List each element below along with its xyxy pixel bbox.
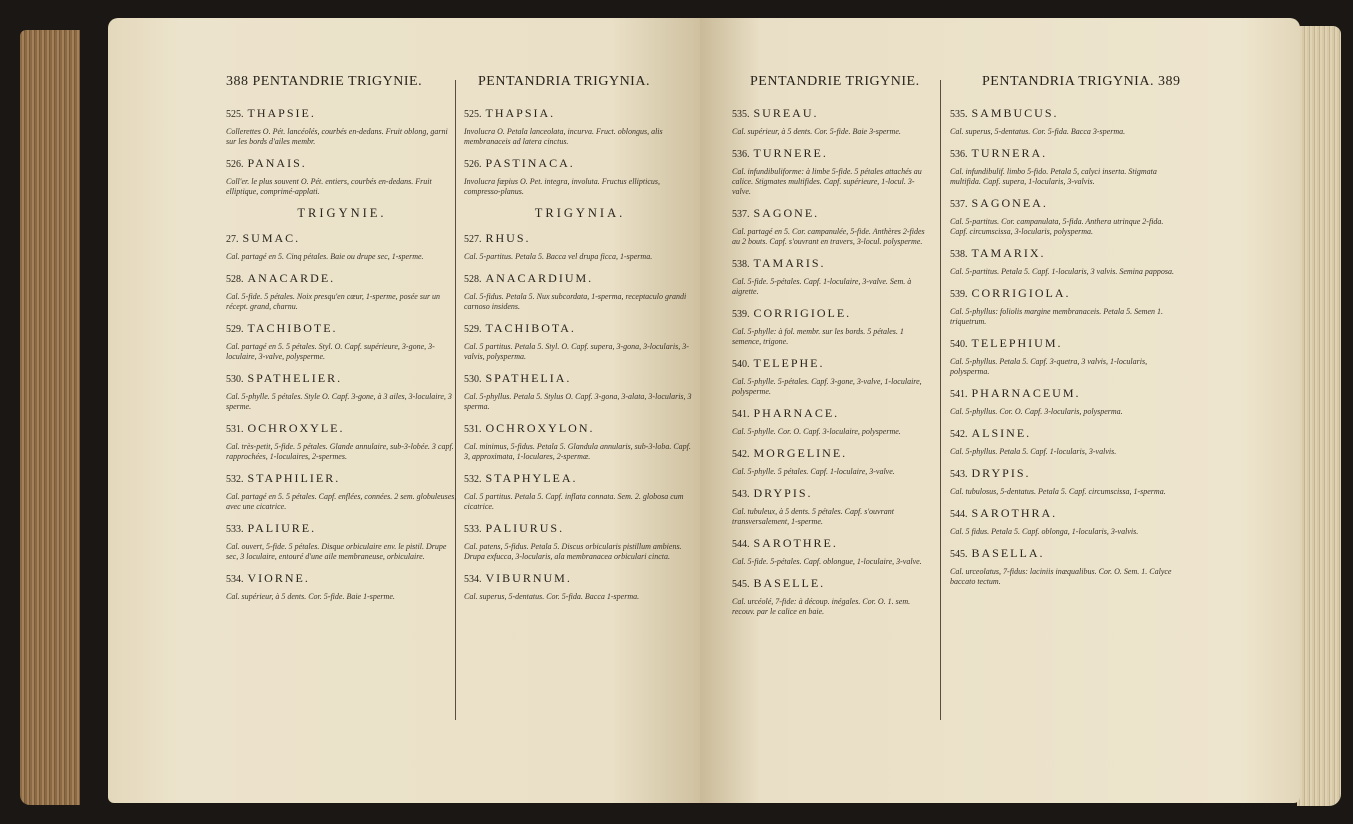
genus-description: Cal. partagé en 5. Cor. campanulée, 5-fide. Anthères 2-fides au 2 bouts. Capf. s'ouvrant en travers, 3-locul. polysperme. — [732, 227, 925, 246]
genus-description: Cal. partagé en 5. Cinq pétales. Baie ou drupe sec, 1-sperme. — [226, 252, 424, 261]
genus-title — [464, 321, 696, 336]
genus-number: 529. — [226, 324, 244, 335]
genus-entry — [732, 306, 932, 347]
genus-entry — [732, 486, 932, 527]
genus-title — [732, 356, 932, 371]
genus-name: PALIURE. — [247, 521, 317, 535]
left-page — [108, 18, 700, 803]
genus-number: 525. — [464, 109, 482, 120]
genus-name: DRYPIS. — [971, 466, 1031, 480]
genus-description: Cal. infundibulif. limbo 5-fido. Petala 5, calyci inserta. Stigmata multifida. Capf. supera, 1-locularis, 3-valvis. — [950, 167, 1157, 186]
genus-description: Cal. 5-phyllus. Petala 5. Stylus O. Capf. 3-gona, 3-alata, 3-locularis, 3 sperma. — [464, 392, 692, 411]
genus-name: VIBURNUM. — [485, 571, 572, 585]
genus-name: PHARNACE. — [753, 406, 840, 420]
genus-entry — [464, 571, 696, 602]
genus-entry — [226, 321, 458, 362]
genus-title — [950, 106, 1182, 121]
genus-name: ALSINE. — [971, 426, 1032, 440]
genus-name: THAPSIE. — [247, 106, 316, 120]
genus-entry — [950, 386, 1182, 417]
genus-title — [732, 106, 932, 121]
genus-number: 535. — [950, 109, 968, 120]
genus-title — [226, 471, 458, 486]
genus-description: Cal. infundibuliforme: à limbe 5-fide. 5 pétales attachés au calice. Stigmates multifides. Capf. supérieure, 1-locul. 3-valve. — [732, 167, 922, 196]
genus-number: 542. — [950, 429, 968, 440]
genus-description: Involucra fæpius O. Pet. integra, involuta. Fructus ellipticus, compresso-planus. — [464, 177, 660, 196]
genus-name: VIORNE. — [247, 571, 310, 585]
genus-entry — [732, 406, 932, 437]
genus-name: SUMAC. — [242, 231, 301, 245]
genus-title — [464, 231, 696, 246]
genus-number: 538. — [732, 259, 750, 270]
french-column — [226, 106, 458, 611]
right-page-header — [982, 74, 1180, 90]
genus-name: TURNERE. — [753, 146, 828, 160]
genus-number: 531. — [226, 424, 244, 435]
left-page-header — [226, 74, 422, 90]
genus-name: TELEPHE. — [753, 356, 825, 370]
genus-entry — [950, 196, 1182, 237]
genus-entry — [950, 246, 1182, 277]
genus-entry — [950, 506, 1182, 537]
genus-number: 534. — [464, 574, 482, 585]
genus-number: 540. — [732, 359, 750, 370]
genus-title — [732, 536, 932, 551]
right-page-edges — [1297, 26, 1341, 806]
genus-number: 545. — [950, 549, 968, 560]
genus-number: 528. — [464, 274, 482, 285]
genus-description: Cal. 5-phyllus. Cor. O. Capf. 3-locularis, polysperma. — [950, 407, 1123, 416]
genus-name: SAMBUCUS. — [971, 106, 1059, 120]
genus-entry — [226, 421, 458, 462]
genus-description: Cal. 5-phylle: à fol. membr. sur les bords. 5 pétales. 1 semence, trigone. — [732, 327, 904, 346]
genus-number: 530. — [226, 374, 244, 385]
genus-entry — [226, 521, 458, 562]
genus-name: SAGONEA. — [971, 196, 1048, 210]
genus-name: ANACARDIUM. — [485, 271, 594, 285]
genus-description: Cal. 5 fidus. Petala 5. Capf. oblonga, 1-locularis, 3-valvis. — [950, 527, 1139, 536]
genus-entry — [226, 471, 458, 512]
genus-description: Cal. 5 partitus. Petala 5. Capf. inflata connata. Sem. 2. globosa cum cicatrice. — [464, 492, 684, 511]
genus-description: Cal. 5-phylle. Cor. O. Capf. 3-loculaire, polysperme. — [732, 427, 901, 436]
genus-number: 536. — [732, 149, 750, 160]
genus-number: 537. — [732, 209, 750, 220]
genus-description: Cal. 5-fide. 5 pétales. Noix presqu'en cœur, 1-sperme, posée sur un récept. grand, charnu. — [226, 292, 441, 311]
genus-description: Cal. minimus, 5-fidus. Petala 5. Glandula annularis, sub-3-loba. Capf. 3, approximata, 1-loculares, 2-spermæ. — [464, 442, 691, 461]
genus-number: 534. — [226, 574, 244, 585]
genus-description: Cal. superus, 5-dentatus. Cor. 5-fida. Bacca 1-sperma. — [464, 592, 640, 601]
genus-number: 537. — [950, 199, 968, 210]
genus-title — [732, 446, 932, 461]
genus-entry — [732, 576, 932, 617]
genus-description: Collerettes O. Pét. lancéolés, courbés en-dedans. Fruit oblong, garni sur les bords d'ailes membr. — [226, 127, 448, 146]
genus-description: Cal. 5-phylle. 5 pétales. Capf. 1-loculaire, 3-valve. — [732, 467, 895, 476]
genus-number: 541. — [950, 389, 968, 400]
genus-name: PASTINACA. — [485, 156, 575, 170]
genus-title — [464, 421, 696, 436]
genus-number: 539. — [950, 289, 968, 300]
genus-description: Cal. urceolatus, 7-fidus: laciniis inæqualibus. Cor. O. Sem. 1. Calyce baccato tectum. — [950, 567, 1172, 586]
genus-description: Cal. 5-phyllus. Petala 5. Capf. 3-quetra, 3 valvis, 1-locularis, polysperma. — [950, 357, 1148, 376]
genus-description: Cal. 5-fide. 5-pétales. Capf. oblongue, 1-loculaire, 3-valve. — [732, 557, 922, 566]
genus-title — [464, 471, 696, 486]
genus-name: SPATHELIER. — [247, 371, 343, 385]
genus-name: STAPHYLEA. — [485, 471, 578, 485]
genus-description: Cal. partagé en 5. 5 pétales. Capf. enflées, connées. 2 sem. globuleuses, avec une cicatrice. — [226, 492, 457, 511]
page-header-latin: PENTANDRIA TRIGYNIA. — [478, 74, 650, 89]
genus-title — [464, 571, 696, 586]
genus-title — [950, 386, 1182, 401]
genus-description: Cal. ouvert, 5-fide. 5 pétales. Disque orbiculaire env. le pistil. Drupe sec, 3 loculaire, entouré d'une aile membraneuse, orbiculaire. — [226, 542, 447, 561]
genus-name: SPATHELIA. — [485, 371, 572, 385]
genus-entry — [464, 231, 696, 262]
genus-number: 540. — [950, 339, 968, 350]
section-heading: TRIGYNIE. — [297, 206, 387, 220]
page-header-latin: PENTANDRIA TRIGYNIA. — [982, 74, 1154, 89]
genus-number: 526. — [226, 159, 244, 170]
section-heading: TRIGYNIA. — [534, 206, 626, 220]
genus-title — [950, 426, 1182, 441]
genus-title — [732, 306, 932, 321]
genus-entry — [464, 371, 696, 412]
genus-entry — [950, 426, 1182, 457]
genus-entry — [226, 571, 458, 602]
genus-description: Cal. 5 partitus. Petala 5. Styl. O. Capf. supera, 3-gona, 3-locularis, 3-valvis, polysperma. — [464, 342, 689, 361]
page-header-french: PENTANDRIE TRIGYNIE. — [750, 74, 920, 89]
genus-number: 533. — [226, 524, 244, 535]
genus-number: 526. — [464, 159, 482, 170]
genus-entry — [464, 421, 696, 462]
genus-number: 542. — [732, 449, 750, 460]
genus-name: TACHIBOTA. — [485, 321, 576, 335]
genus-title — [950, 246, 1182, 261]
genus-number: 535. — [732, 109, 750, 120]
genus-description: Involucra O. Petala lanceolata, incurva. Fruct. oblongus, alis membranaceis ad latera cinctus. — [464, 127, 663, 146]
genus-description: Cal. 5-partitus. Cor. campanulata, 5-fida. Anthera utrinque 2-fida. Capf. circumscissa, 3-locularis, polysperma. — [950, 217, 1164, 236]
genus-title — [950, 546, 1182, 561]
genus-description: Cal. 5-fidus. Petala 5. Nux subcordata, 1-sperma, receptaculo grandi carnoso insidens. — [464, 292, 687, 311]
genus-title — [226, 271, 458, 286]
genus-entry — [950, 336, 1182, 377]
right-page — [700, 18, 1300, 803]
genus-name: OCHROXYLE. — [247, 421, 345, 435]
genus-number: 532. — [226, 474, 244, 485]
genus-title — [226, 521, 458, 536]
genus-title — [226, 371, 458, 386]
genus-title — [226, 321, 458, 336]
genus-name: ANACARDE. — [247, 271, 336, 285]
genus-description: Cal. 5-partitus. Petala 5. Capf. 1-locularis, 3 valvis. Semina papposa. — [950, 267, 1174, 276]
genus-entry — [226, 371, 458, 412]
genus-entry — [226, 106, 458, 147]
latin-column — [950, 106, 1182, 596]
genus-name: PANAIS. — [247, 156, 307, 170]
genus-entry — [226, 271, 458, 312]
genus-title — [950, 506, 1182, 521]
genus-description: Cal. 5-phyllus: foliolis margine membranaceis. Petala 5. Semen 1. triquetrum. — [950, 307, 1164, 326]
genus-title — [732, 406, 932, 421]
page-number: 388 — [226, 74, 249, 89]
page-header-french: PENTANDRIE TRIGYNIE. — [252, 74, 423, 89]
genus-number: 27. — [226, 234, 239, 245]
genus-title — [226, 106, 458, 121]
genus-number: 531. — [464, 424, 482, 435]
genus-entry — [464, 106, 696, 147]
genus-number: 543. — [950, 469, 968, 480]
genus-entry — [732, 146, 932, 197]
genus-title — [226, 156, 458, 171]
page-number: 389 — [1157, 74, 1181, 89]
genus-name: PALIURUS. — [485, 521, 565, 535]
genus-number: 529. — [464, 324, 482, 335]
genus-name: SAROTHRE. — [753, 536, 838, 550]
french-column — [700, 106, 932, 626]
genus-entry — [732, 106, 932, 137]
genus-number: 533. — [464, 524, 482, 535]
genus-title — [950, 286, 1182, 301]
genus-name: SAROTHRA. — [971, 506, 1058, 520]
genus-entry — [464, 271, 696, 312]
genus-entry — [732, 256, 932, 297]
genus-number: 544. — [732, 539, 750, 550]
genus-number: 543. — [732, 489, 750, 500]
genus-number: 545. — [732, 579, 750, 590]
genus-number: 538. — [950, 249, 968, 260]
genus-entry — [950, 546, 1182, 587]
genus-description: Cal. patens, 5-fidus. Petala 5. Discus orbicularis pistillum ambiens. Drupa exfucca, 3-locularis, ala membranacea orbiculari cincta. — [464, 542, 682, 561]
genus-name: MORGELINE. — [753, 446, 848, 460]
genus-description: Cal. 5-partitus. Petala 5. Bacca vel drupa ficca, 1-sperma. — [464, 252, 653, 261]
genus-number: 527. — [464, 234, 482, 245]
genus-name: TURNERA. — [971, 146, 1048, 160]
genus-entry — [226, 156, 458, 197]
genus-description: Cal. superus, 5-dentatus. Cor. 5-fida. Bacca 3-sperma. — [950, 127, 1126, 136]
genus-title — [732, 206, 932, 221]
genus-title — [226, 571, 458, 586]
genus-entry — [950, 106, 1182, 137]
genus-title — [950, 336, 1182, 351]
column-divider — [940, 80, 941, 720]
genus-name: RHUS. — [485, 231, 531, 245]
genus-name: CORRIGIOLA. — [971, 286, 1071, 300]
genus-name: TAMARIX. — [971, 246, 1046, 260]
genus-description: Cal. urcéolé, 7-fide: à découp. inégales. Cor. O. 1. sem. recouv. par le calice en baie. — [732, 597, 911, 616]
genus-title — [732, 146, 932, 161]
genus-entry — [732, 206, 932, 247]
genus-number: 528. — [226, 274, 244, 285]
genus-description: Cal. supérieur, à 5 dents. Cor. 5-fide. Baie 3-sperme. — [732, 127, 901, 136]
genus-name: BASELLE. — [753, 576, 826, 590]
genus-entry — [950, 466, 1182, 497]
genus-name: THAPSIA. — [485, 106, 556, 120]
genus-entry — [950, 286, 1182, 327]
genus-description: Cal. 5-phylle. 5 pétales. Style O. Capf. 3-gone, à 3 ailes, 3-loculaire, 3 sperme. — [226, 392, 452, 411]
genus-number: 536. — [950, 149, 968, 160]
left-page-edges — [20, 30, 80, 805]
genus-entry — [732, 356, 932, 397]
genus-name: SAGONE. — [753, 206, 820, 220]
genus-name: SUREAU. — [753, 106, 819, 120]
genus-description: Cal. tubuleux, à 5 dents. 5 pétales. Capf. s'ouvrant transversalement, 1-sperme. — [732, 507, 894, 526]
genus-description: Cal. 5-phylle. 5-pétales. Capf. 3-gone, 3-valve, 1-loculaire, polysperme. — [732, 377, 922, 396]
genus-title — [950, 466, 1182, 481]
genus-name: TAMARIS. — [753, 256, 826, 270]
genus-number: 544. — [950, 509, 968, 520]
genus-description: Cal. 5-phyllus. Petala 5. Capf. 1-locularis, 3-valvis. — [950, 447, 1117, 456]
genus-title — [732, 576, 932, 591]
genus-title — [464, 271, 696, 286]
genus-description: Coll'er. le plus souvent O. Pét. entiers, courbés en-dedans. Fruit elliptique, comprimé-applati. — [226, 177, 432, 196]
genus-name: CORRIGIOLE. — [753, 306, 852, 320]
genus-entry — [464, 321, 696, 362]
genus-name: OCHROXYLON. — [485, 421, 595, 435]
genus-entry — [464, 471, 696, 512]
genus-description: Cal. partagé en 5. 5 pétales. Styl. O. Capf. supérieure, 3-gone, 3-loculaire, 3-valve, polysperme. — [226, 342, 435, 361]
genus-title — [950, 196, 1182, 211]
genus-number: 541. — [732, 409, 750, 420]
genus-entry — [226, 231, 458, 262]
genus-entry — [732, 446, 932, 477]
genus-title — [464, 521, 696, 536]
genus-name: DRYPIS. — [753, 486, 813, 500]
genus-title — [226, 231, 458, 246]
genus-description: Cal. 5-fide. 5-pétales. Capf. 1-loculaire, 3-valve. Sem. à aigrette. — [732, 277, 912, 296]
genus-title — [464, 106, 696, 121]
genus-number: 530. — [464, 374, 482, 385]
genus-description: Cal. supérieur, à 5 dents. Cor. 5-fide. Baie 1-sperme. — [226, 592, 395, 601]
genus-title — [464, 156, 696, 171]
genus-description: Cal. très-petit, 5-fide. 5 pétales. Glande annulaire, sub-3-lobée. 3 capf. rapprochées, 1-loculaires, 2-spermes. — [226, 442, 454, 461]
genus-entry — [950, 146, 1182, 187]
genus-title — [464, 371, 696, 386]
genus-name: BASELLA. — [971, 546, 1045, 560]
genus-title — [732, 256, 932, 271]
genus-entry — [464, 156, 696, 197]
latin-column — [464, 106, 696, 611]
genus-entry — [464, 521, 696, 562]
genus-title — [950, 146, 1182, 161]
genus-name: STAPHILIER. — [247, 471, 341, 485]
genus-number: 532. — [464, 474, 482, 485]
genus-number: 525. — [226, 109, 244, 120]
genus-name: TELEPHIUM. — [971, 336, 1063, 350]
genus-entry — [732, 536, 932, 567]
genus-name: PHARNACEUM. — [971, 386, 1081, 400]
genus-description: Cal. tubulosus, 5-dentatus. Petala 5. Capf. circumscissa, 1-sperma. — [950, 487, 1166, 496]
genus-title — [226, 421, 458, 436]
genus-title — [732, 486, 932, 501]
genus-name: TACHIBOTE. — [247, 321, 338, 335]
genus-number: 539. — [732, 309, 750, 320]
